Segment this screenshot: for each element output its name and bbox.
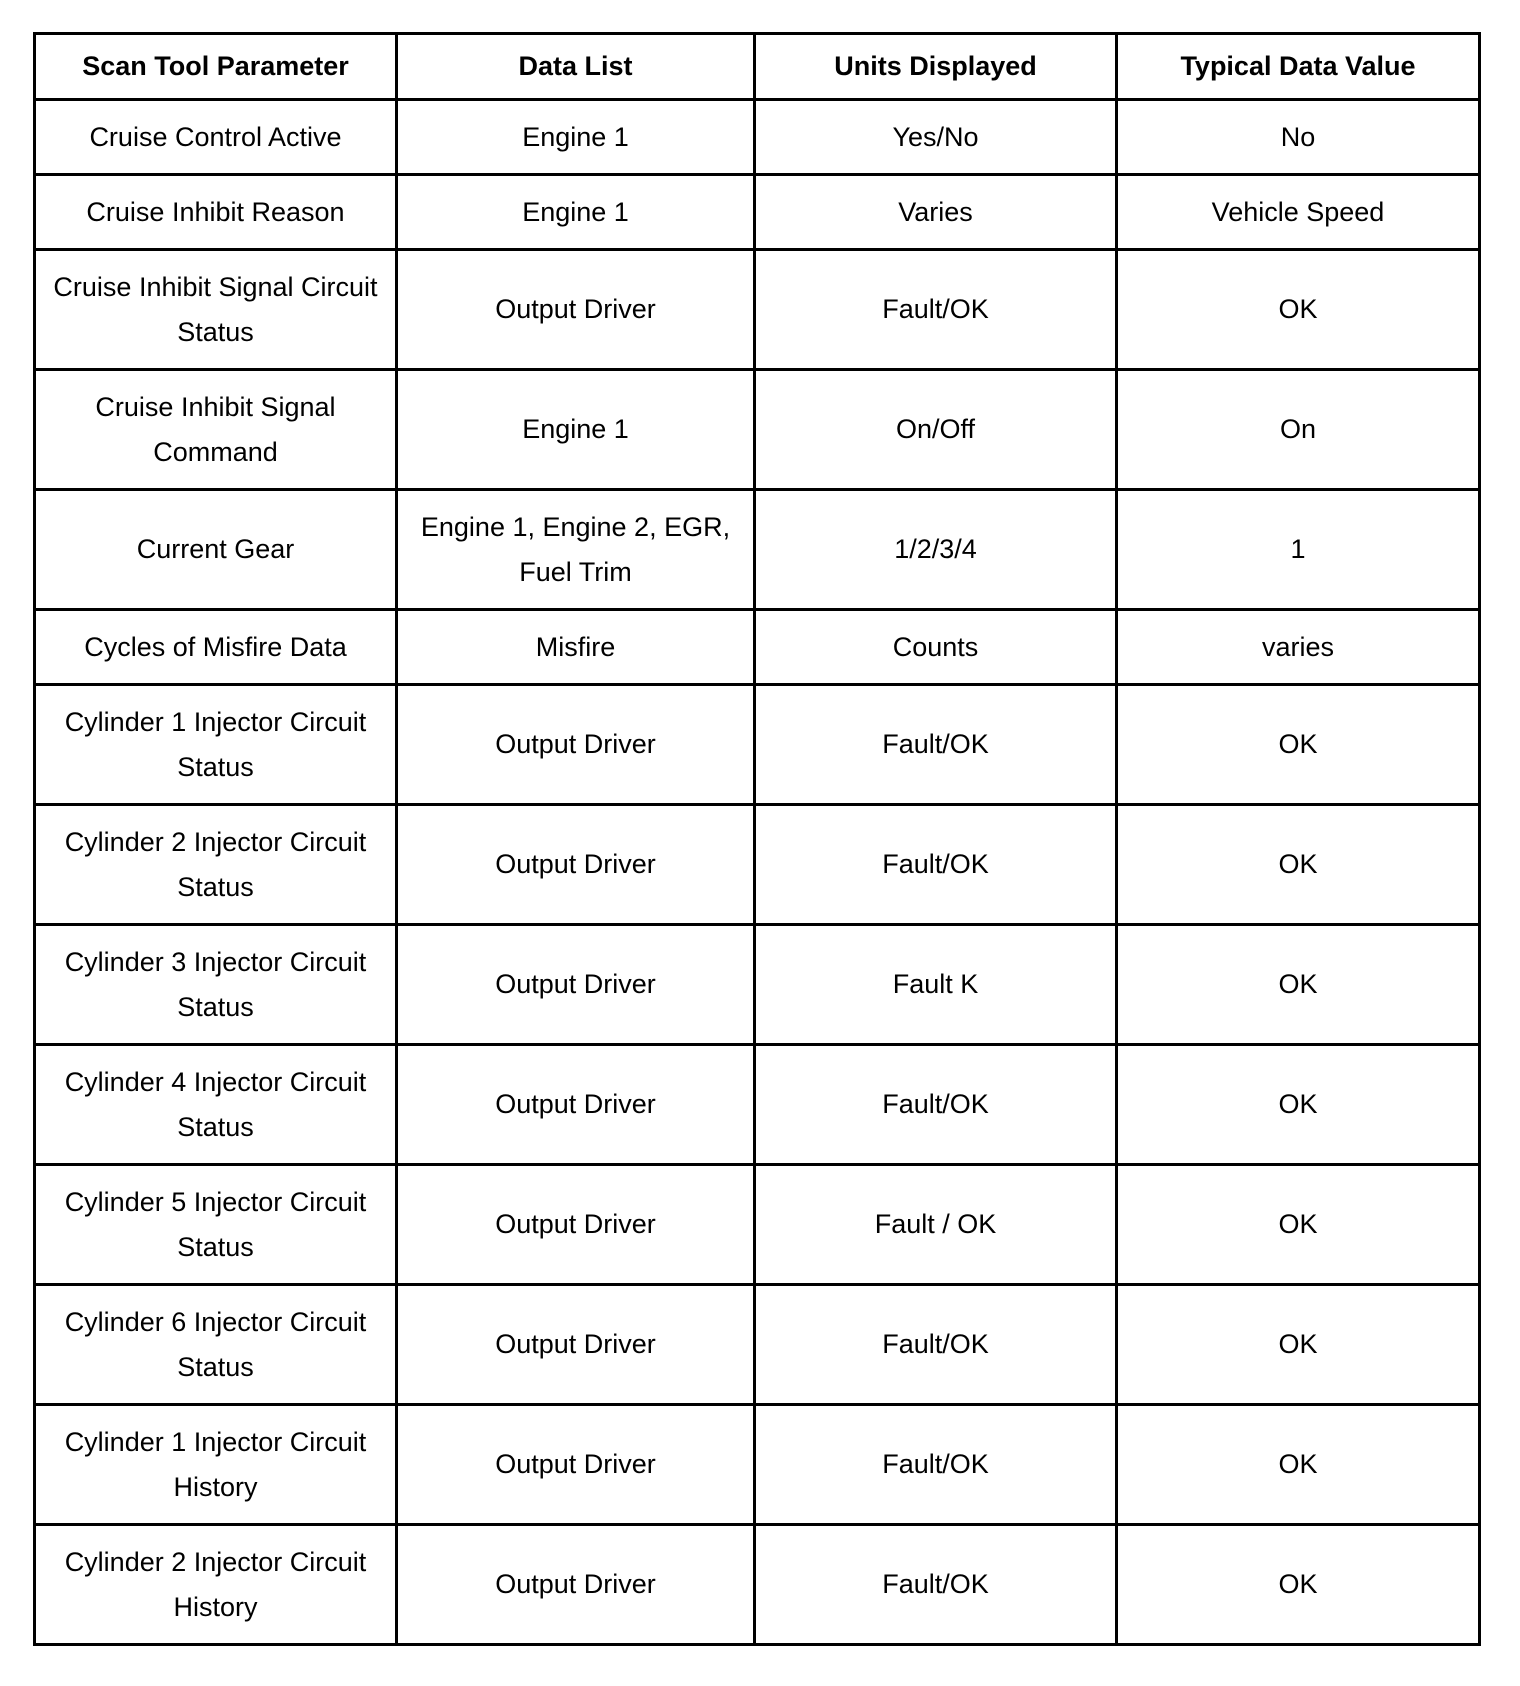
cell-units: Fault/OK — [755, 805, 1117, 925]
table-row — [35, 805, 1480, 925]
cell-data-list: Output Driver — [397, 1525, 755, 1645]
cell-parameter: Current Gear — [35, 490, 397, 610]
cell-units: Counts — [755, 610, 1117, 685]
header-typical-data-value: Typical Data Value — [1117, 34, 1480, 100]
cell-parameter: Cylinder 6 Injector Circuit Status — [35, 1285, 397, 1405]
cell-data-list: Output Driver — [397, 685, 755, 805]
cell-data-list: Engine 1 — [397, 100, 755, 175]
cell-typical-value: OK — [1117, 1165, 1480, 1285]
cell-data-list: Output Driver — [397, 250, 755, 370]
cell-data-list: Output Driver — [397, 1045, 755, 1165]
cell-typical-value: OK — [1117, 925, 1480, 1045]
cell-parameter: Cylinder 4 Injector Circuit Status — [35, 1045, 397, 1165]
cell-parameter: Cylinder 5 Injector Circuit Status — [35, 1165, 397, 1285]
table-row — [35, 610, 1480, 685]
cell-parameter: Cruise Inhibit Reason — [35, 175, 397, 250]
cell-data-list: Engine 1 — [397, 370, 755, 490]
cell-units: Fault / OK — [755, 1165, 1117, 1285]
cell-units: 1/2/3/4 — [755, 490, 1117, 610]
cell-typical-value: varies — [1117, 610, 1480, 685]
cell-data-list: Output Driver — [397, 1165, 755, 1285]
table-row — [35, 175, 1480, 250]
cell-parameter: Cruise Control Active — [35, 100, 397, 175]
cell-typical-value: OK — [1117, 1285, 1480, 1405]
header-units-displayed: Units Displayed — [755, 34, 1117, 100]
cell-typical-value: OK — [1117, 1405, 1480, 1525]
cell-units: Yes/No — [755, 100, 1117, 175]
table-row — [35, 1285, 1480, 1405]
table-row — [35, 685, 1480, 805]
cell-typical-value: OK — [1117, 1045, 1480, 1165]
cell-units: On/Off — [755, 370, 1117, 490]
table-row — [35, 100, 1480, 175]
scan-tool-data-table — [33, 32, 1481, 1646]
table-row — [35, 1045, 1480, 1165]
table-row — [35, 1165, 1480, 1285]
table-row — [35, 490, 1480, 610]
cell-parameter: Cycles of Misfire Data — [35, 610, 397, 685]
header-scan-tool-parameter: Scan Tool Parameter — [35, 34, 397, 100]
cell-units: Fault/OK — [755, 250, 1117, 370]
cell-typical-value: OK — [1117, 250, 1480, 370]
header-row — [35, 34, 1480, 100]
cell-parameter: Cylinder 1 Injector Circuit History — [35, 1405, 397, 1525]
cell-typical-value: No — [1117, 100, 1480, 175]
cell-typical-value: OK — [1117, 685, 1480, 805]
cell-parameter: Cruise Inhibit Signal Circuit Status — [35, 250, 397, 370]
cell-parameter: Cylinder 2 Injector Circuit Status — [35, 805, 397, 925]
cell-units: Fault/OK — [755, 1045, 1117, 1165]
cell-parameter: Cylinder 2 Injector Circuit History — [35, 1525, 397, 1645]
cell-units: Fault/OK — [755, 1525, 1117, 1645]
table-row — [35, 1525, 1480, 1645]
cell-data-list: Output Driver — [397, 805, 755, 925]
scan-tool-table-container — [33, 32, 1478, 1646]
table-row — [35, 370, 1480, 490]
cell-units: Varies — [755, 175, 1117, 250]
cell-parameter: Cruise Inhibit Signal Command — [35, 370, 397, 490]
cell-data-list: Output Driver — [397, 1285, 755, 1405]
cell-typical-value: Vehicle Speed — [1117, 175, 1480, 250]
cell-typical-value: 1 — [1117, 490, 1480, 610]
header-data-list: Data List — [397, 34, 755, 100]
cell-data-list: Engine 1 — [397, 175, 755, 250]
cell-parameter: Cylinder 3 Injector Circuit Status — [35, 925, 397, 1045]
cell-units: Fault/OK — [755, 1405, 1117, 1525]
cell-data-list: Output Driver — [397, 925, 755, 1045]
cell-parameter: Cylinder 1 Injector Circuit Status — [35, 685, 397, 805]
cell-data-list: Engine 1, Engine 2, EGR, Fuel Trim — [397, 490, 755, 610]
cell-units: Fault K — [755, 925, 1117, 1045]
cell-typical-value: OK — [1117, 805, 1480, 925]
cell-typical-value: OK — [1117, 1525, 1480, 1645]
cell-units: Fault/OK — [755, 1285, 1117, 1405]
cell-data-list: Misfire — [397, 610, 755, 685]
table-row — [35, 925, 1480, 1045]
table-row — [35, 250, 1480, 370]
table-row — [35, 1405, 1480, 1525]
cell-data-list: Output Driver — [397, 1405, 755, 1525]
cell-typical-value: On — [1117, 370, 1480, 490]
cell-units: Fault/OK — [755, 685, 1117, 805]
